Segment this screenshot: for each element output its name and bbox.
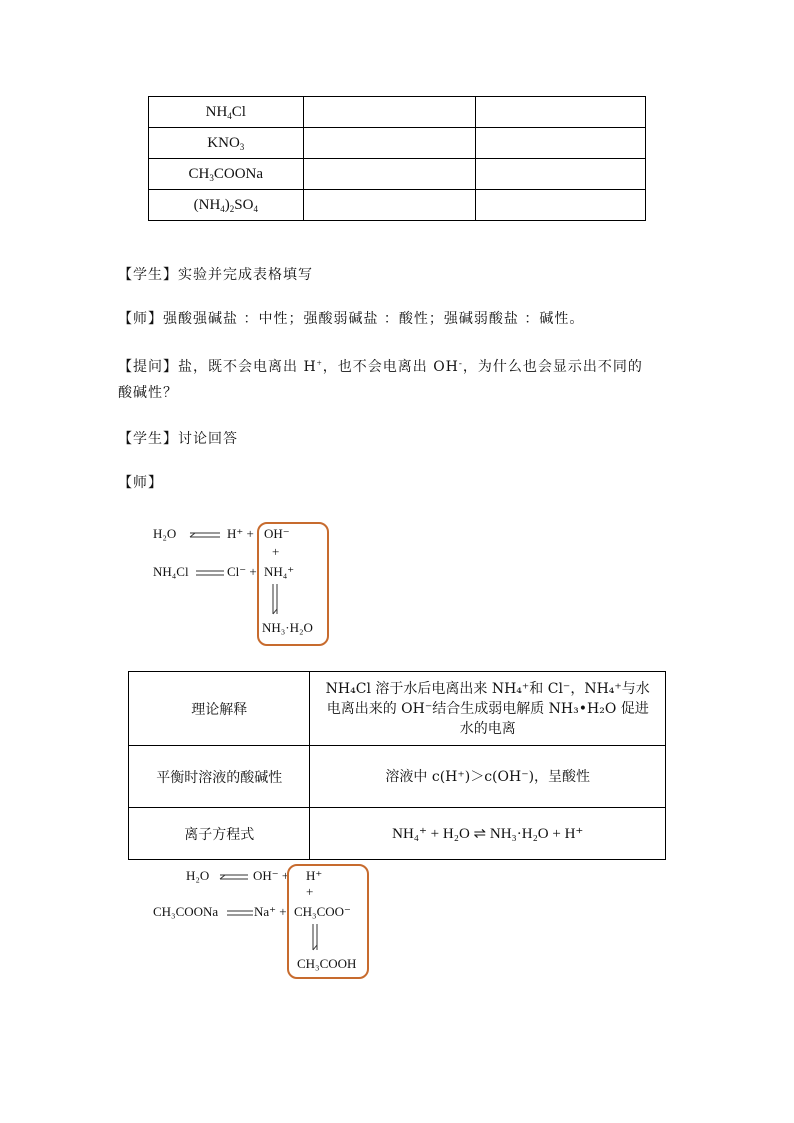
salt-formula: CH₃COONa bbox=[153, 904, 219, 919]
row-value: 溶液中 c(H⁺)＞c(OH⁻)，呈酸性 bbox=[310, 746, 666, 808]
blank-cell bbox=[303, 97, 475, 128]
table-row bbox=[149, 128, 646, 159]
teacher-paragraph-1: 【师】强酸强碱盐 ：中性；强酸弱碱盐 ：酸性；强碱弱酸盐 ：碱性。 bbox=[118, 311, 585, 327]
blank-cell bbox=[303, 128, 475, 159]
weak-acid-product: CH₃COOH bbox=[297, 956, 357, 971]
salt-formula: $CH_3COONa$ bbox=[149, 159, 304, 190]
plus-sign: + bbox=[272, 544, 280, 559]
row-value: NH₄Cl 溶于水后电离出来 NH₄⁺和 Cl⁻，NH₄⁺与水 电离出来的 OH⁻结合生成弱电解质 NH₃•H₂O 促进 水的电离 bbox=[310, 672, 666, 746]
teacher-paragraph-2 bbox=[118, 470, 163, 496]
oh-ion: OH⁻ + bbox=[253, 868, 290, 883]
speaker-tag: 【师】 bbox=[118, 475, 163, 491]
speaker-tag: 【提问】 bbox=[118, 359, 178, 375]
student-paragraph-2: 【学生】讨论回答 bbox=[118, 431, 238, 447]
student-paragraph-1: 【学生】实验并完成表格填写 bbox=[118, 267, 313, 283]
blank-cell bbox=[475, 159, 645, 190]
acetate-ion: CH₃COO⁻ bbox=[294, 904, 351, 919]
weak-base-product: NH₃·H₂O bbox=[262, 620, 313, 635]
blank-cell bbox=[303, 190, 475, 221]
water-formula: H₂O bbox=[153, 526, 177, 541]
nh4-ion: NH₄⁺ bbox=[264, 564, 295, 579]
table-row bbox=[149, 97, 646, 128]
salt-formula: $KNO_3$ bbox=[149, 128, 304, 159]
equilibrium-arrow-icon bbox=[188, 530, 222, 540]
salt-formula: $(NH_4)_2SO_4$ bbox=[149, 190, 304, 221]
speaker-tag: 【学生】 bbox=[118, 431, 178, 447]
plus-sign: + bbox=[306, 884, 314, 899]
ionization-arrow-icon bbox=[226, 908, 254, 918]
explanation-table bbox=[128, 671, 666, 860]
blank-cell bbox=[475, 97, 645, 128]
ionization-arrow-icon bbox=[195, 568, 225, 578]
oh-ion: OH⁻ bbox=[264, 526, 290, 541]
na-ion: Na⁺ + bbox=[254, 904, 287, 919]
blank-cell bbox=[303, 159, 475, 190]
blank-cell bbox=[475, 128, 645, 159]
h-ion: H⁺ + bbox=[227, 526, 254, 541]
table-row bbox=[129, 672, 666, 746]
h-ion: H⁺ bbox=[306, 868, 323, 883]
water-formula: H₂O bbox=[186, 868, 210, 883]
ionic-equation: NH₄⁺ + H₂O ⇌ NH₃·H₂O + H⁺ bbox=[310, 808, 666, 860]
table-row bbox=[129, 808, 666, 860]
salt-formula: $NH_4Cl$ bbox=[149, 97, 304, 128]
equilibrium-arrow-icon bbox=[218, 872, 250, 882]
highlight-box bbox=[257, 522, 329, 646]
cl-ion: Cl⁻ + bbox=[227, 564, 257, 579]
blank-cell bbox=[475, 190, 645, 221]
table-row bbox=[129, 746, 666, 808]
table-row bbox=[149, 190, 646, 221]
highlight-box bbox=[287, 864, 369, 979]
row-header: 平衡时溶液的酸碱性 bbox=[129, 746, 310, 808]
row-header: 理论解释 bbox=[129, 672, 310, 746]
question-paragraph: 【提问】盐，既不会电离出 H+，也不会电离出 OH-，为什么也会显示出不同的 酸碱性？ bbox=[118, 358, 643, 401]
row-header: 离子方程式 bbox=[129, 808, 310, 860]
speaker-tag: 【师】 bbox=[118, 311, 163, 327]
table-row bbox=[149, 159, 646, 190]
salt-formula: NH₄Cl bbox=[153, 564, 189, 579]
salt-table bbox=[148, 96, 646, 221]
speaker-tag: 【学生】 bbox=[118, 267, 178, 283]
